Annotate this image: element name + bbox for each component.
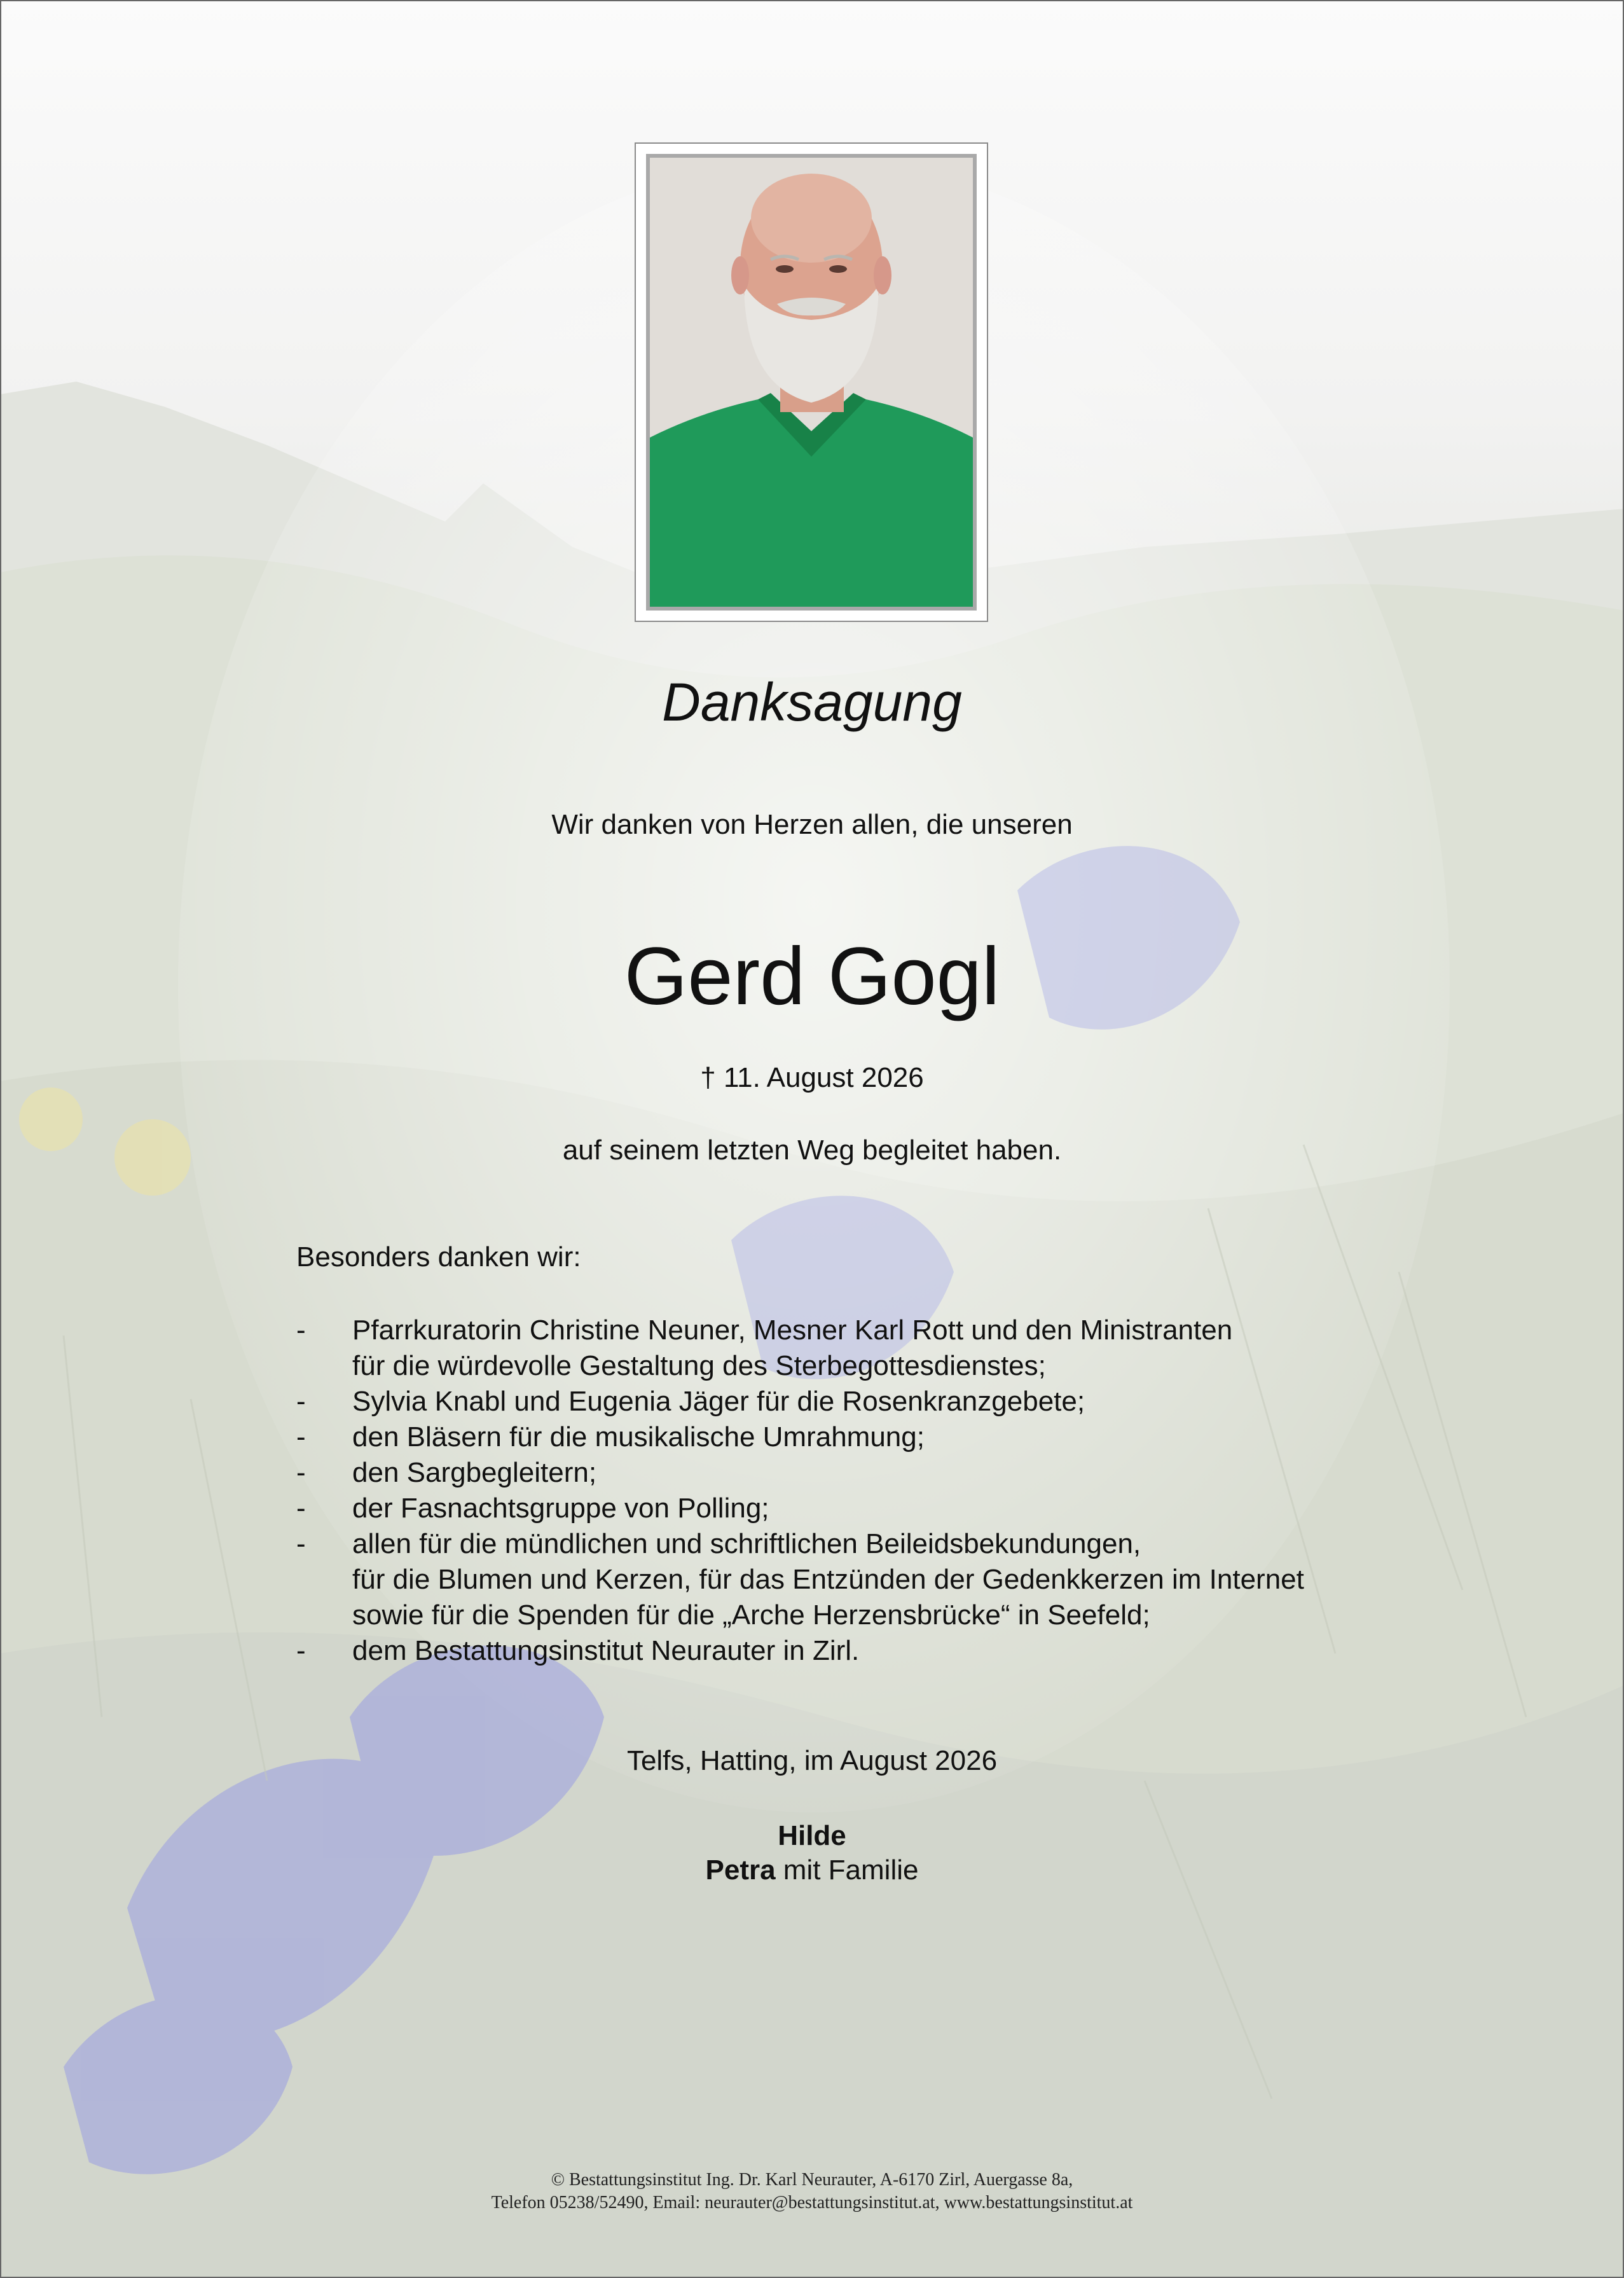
cross-symbol: † bbox=[700, 1062, 716, 1093]
thanks-item bbox=[296, 1384, 1568, 1419]
thanks-item-line: sowie für die Spenden für die „Arche Herzensbrücke“ in Seefeld; bbox=[352, 1599, 1150, 1631]
footer-address: © Bestattungsinstitut Ing. Dr. Karl Neurauter, A-6170 Zirl, Auergasse 8a, bbox=[551, 2170, 1073, 2190]
thanks-item bbox=[296, 1526, 1568, 1633]
thanks-item-line: den Bläsern für die musikalische Umrahmung; bbox=[352, 1421, 925, 1453]
signature-hilde: Hilde bbox=[778, 1820, 846, 1851]
bullet-dash: - bbox=[296, 1386, 306, 1417]
thanks-item bbox=[296, 1419, 1568, 1455]
thanks-heading: Besonders danken wir: bbox=[296, 1241, 581, 1273]
thanks-item bbox=[296, 1313, 1568, 1384]
portrait-frame bbox=[635, 142, 988, 622]
thanks-item bbox=[296, 1455, 1568, 1491]
bullet-dash: - bbox=[296, 1315, 306, 1346]
thanks-item-line: der Fasnachtsgruppe von Polling; bbox=[352, 1493, 769, 1524]
thanks-item-line: dem Bestattungsinstitut Neurauter in Zirl. bbox=[352, 1635, 860, 1666]
death-date: 11. August 2026 bbox=[723, 1062, 924, 1093]
deceased-name: Gerd Gogl bbox=[624, 931, 1000, 1022]
place-date: Telfs, Hatting, im August 2026 bbox=[626, 1745, 998, 1776]
signature-petra-name: Petra bbox=[705, 1854, 776, 1886]
thanks-list bbox=[296, 1313, 1568, 1669]
thanks-item-line: für die würdevolle Gestaltung des Sterbegottesdienstes; bbox=[352, 1350, 1046, 1381]
thanks-item-line: Pfarrkuratorin Christine Neuner, Mesner Karl Rott und den Ministranten bbox=[352, 1315, 1233, 1346]
thanks-item bbox=[296, 1491, 1568, 1526]
thanks-item-line: allen für die mündlichen und schriftlichen Beileidsbekundungen, bbox=[352, 1528, 1141, 1559]
bullet-dash: - bbox=[296, 1493, 306, 1524]
bullet-dash: - bbox=[296, 1528, 306, 1559]
bullet-dash: - bbox=[296, 1421, 306, 1453]
thanks-item-line: Sylvia Knabl und Eugenia Jäger für die Rosenkranzgebete; bbox=[352, 1386, 1085, 1417]
intro-text: Wir danken von Herzen allen, die unseren bbox=[551, 809, 1073, 840]
bullet-dash: - bbox=[296, 1635, 306, 1666]
portrait-photo bbox=[646, 154, 977, 611]
heading: Danksagung bbox=[662, 672, 962, 732]
signature-petra-rest: mit Familie bbox=[775, 1854, 919, 1886]
signature-petra bbox=[0, 1854, 1624, 1886]
thanks-item-line: den Sargbegleitern; bbox=[352, 1457, 597, 1488]
death-date-line bbox=[0, 1062, 1624, 1094]
bullet-dash: - bbox=[296, 1457, 306, 1488]
footer-contact: Telefon 05238/52490, Email: neurauter@bestattungsinstitut.at, www.bestattungsinstitut.at bbox=[491, 2193, 1133, 2212]
thanks-item-line: für die Blumen und Kerzen, für das Entzünden der Gedenkkerzen im Internet bbox=[352, 1564, 1304, 1595]
after-text: auf seinem letzten Weg begleitet haben. bbox=[562, 1135, 1062, 1166]
thanks-item bbox=[296, 1633, 1568, 1669]
